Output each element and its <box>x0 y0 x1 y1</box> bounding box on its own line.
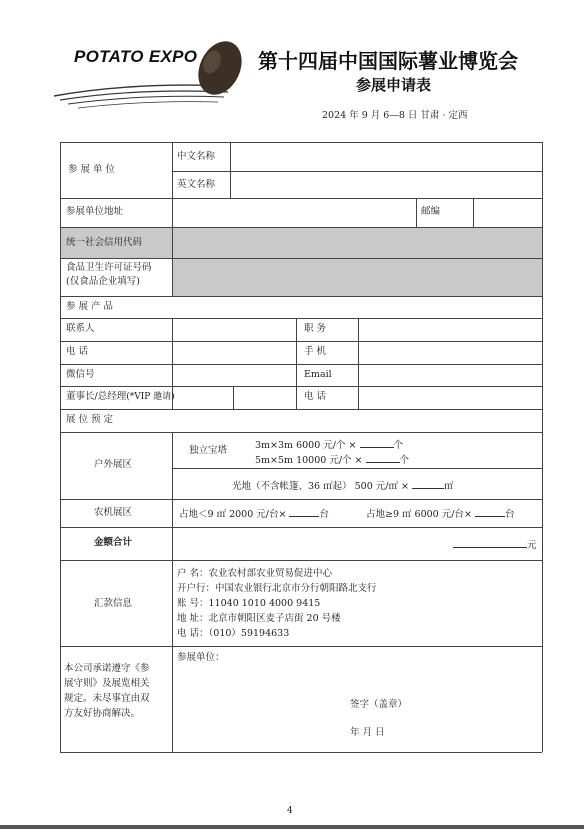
pledge-line-1: 本公司承诺遵守《参 <box>64 663 150 674</box>
pledge-line-2: 展守则》及展览相关 <box>64 678 150 689</box>
chinese-name-label: 中文名称 <box>177 151 216 162</box>
remit-phone: 电 话：（010）59194633 <box>177 628 290 639</box>
english-name-label: 英文名称 <box>177 179 216 190</box>
wechat-label: 微信号 <box>66 369 95 380</box>
contact-field[interactable] <box>174 319 294 340</box>
signature-unit-label: 参展单位： <box>177 652 225 663</box>
food-license-label: 食品卫生许可证号码 <box>66 262 152 273</box>
position-field[interactable] <box>360 319 541 340</box>
email-field[interactable] <box>360 365 541 385</box>
remit-account-name: 户 名：农业农村部农业贸易促进中心 <box>177 568 333 579</box>
remit-address: 地 址：北京市朝阳区麦子店街 20 号楼 <box>177 613 341 624</box>
remit-account-number: 账 号：11040 1010 4000 9415 <box>177 598 321 609</box>
pagoda-3x3-line: 3m×3m 6000 元/个 × 个 <box>255 440 404 451</box>
form-subtitle: 参展申请表 <box>356 76 432 94</box>
chinese-name-field[interactable] <box>232 143 541 170</box>
chairman-title: 董事长/总经理 <box>66 391 127 402</box>
phone-label: 电 话 <box>66 346 89 357</box>
products-label: 参 展 产 品 <box>66 301 114 312</box>
outdoor-area-label: 户外展区 <box>94 459 133 470</box>
remit-info-label: 汇款信息 <box>94 598 133 609</box>
address-field[interactable] <box>174 199 414 226</box>
potato-logo-icon <box>52 34 242 114</box>
potato-expo-logo <box>52 34 242 114</box>
food-license-note: (仅食品企业填写) <box>66 276 140 287</box>
machinery-large-qty[interactable] <box>475 507 505 517</box>
logo-text: POTATO EXPO <box>74 47 198 66</box>
address-label: 参展单位地址 <box>66 206 124 217</box>
machinery-small-qty[interactable] <box>289 507 319 517</box>
english-name-field[interactable] <box>232 172 541 197</box>
total-amount-line: 元 <box>453 538 537 552</box>
postcode-field[interactable] <box>475 199 541 226</box>
pagoda-5x5-qty[interactable] <box>366 453 400 463</box>
email-label: Email <box>304 369 332 380</box>
shaded-row-food-license <box>172 258 542 296</box>
sign-date-fields: 年 月 日 <box>350 727 385 738</box>
mobile-field[interactable] <box>360 342 541 363</box>
contact-label: 联系人 <box>66 323 95 334</box>
credit-code-label: 统一社会信用代码 <box>66 237 143 248</box>
pagoda-label: 独立宝塔 <box>189 445 228 456</box>
pagoda-3x3-qty[interactable] <box>360 438 394 448</box>
pagoda-5x5-line: 5m×5m 10000 元/个 × 个 <box>255 455 410 466</box>
footer-divider <box>0 825 584 829</box>
total-amount-field[interactable] <box>453 538 527 548</box>
chairman-label <box>66 391 175 403</box>
machinery-large-line: 占地≥9 ㎡ 6000 元/台× 台 <box>366 509 515 520</box>
vip-note: (*VIP 邀请) <box>126 392 175 402</box>
chairman-phone-field[interactable] <box>360 387 541 408</box>
bare-land-line: 光地（不含帐篷、36 ㎡起） 500 元/㎡ × ㎡ <box>232 481 454 492</box>
mobile-label: 手 机 <box>304 346 327 357</box>
event-dateline: 2024 年 9 月 6—8 日 甘肃 · 定西 <box>322 110 468 121</box>
chairman-phone-label: 电 话 <box>304 391 327 402</box>
machinery-area-label: 农机展区 <box>94 507 133 518</box>
position-label: 职 务 <box>304 323 327 334</box>
sign-seal-label: 签字（盖章） <box>350 699 408 710</box>
page-title: 第十四届中国国际薯业博览会 <box>258 49 518 73</box>
wechat-field[interactable] <box>174 365 294 385</box>
booth-booking-label: 展 位 预 定 <box>66 414 114 425</box>
total-amount-label: 金额合计 <box>94 537 133 548</box>
phone-field[interactable] <box>174 342 294 363</box>
machinery-small-line: 占地＜9 ㎡ 2000 元/台× 台 <box>179 509 329 520</box>
page-number: 4 <box>287 806 293 816</box>
chairman-field[interactable] <box>235 387 294 408</box>
pledge-line-4: 方友好协商解决。 <box>64 708 141 719</box>
remit-bank: 开户行：中国农业银行北京市分行朝阳路北支行 <box>177 583 377 594</box>
exhibitor-unit-label: 参 展 单 位 <box>68 164 116 175</box>
bare-land-qty[interactable] <box>412 479 444 489</box>
pledge-line-3: 规定。未尽事宜由双 <box>64 693 150 704</box>
postcode-label: 邮编 <box>421 206 441 217</box>
